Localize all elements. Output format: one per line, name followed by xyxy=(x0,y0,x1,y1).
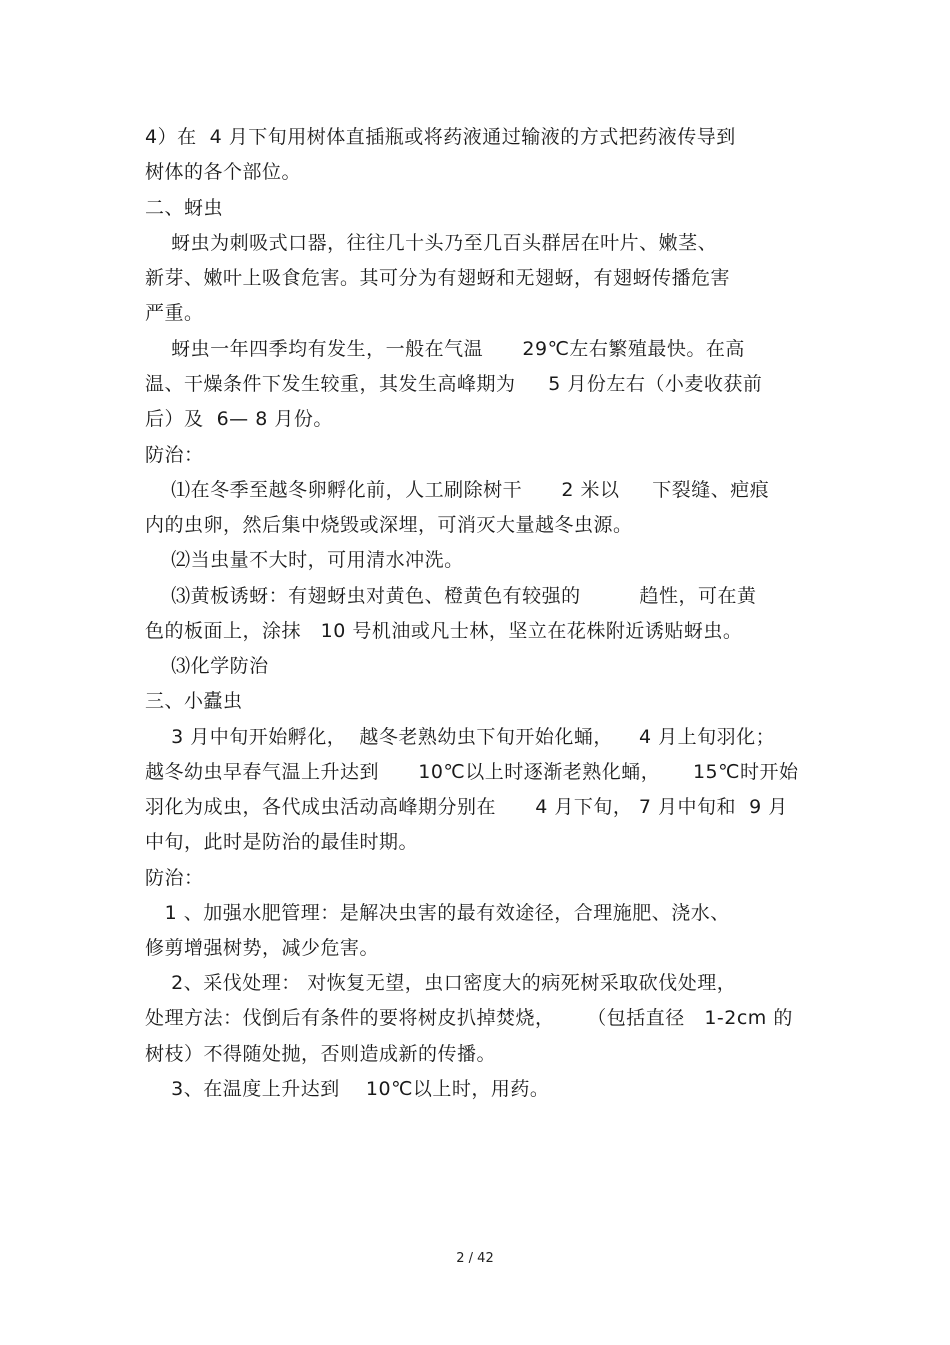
text-line: 中旬，此时是防治的最佳时期。 xyxy=(145,831,419,853)
text-line: ⑵当虫量不大时，可用清水冲洗。 xyxy=(145,549,464,571)
text-line: 蚜虫一年四季均有发生，一般在气温 29℃左右繁殖最快。在高 xyxy=(145,338,745,360)
page-number: 2 / 42 xyxy=(456,1251,494,1266)
text-line: ⑶化学防治 xyxy=(145,655,269,677)
section-heading: 三、小蠹虫 xyxy=(145,690,243,712)
text-line: 色的板面上，涂抹 10 号机油或凡士林，坚立在花株附近诱贴蚜虫。 xyxy=(145,620,743,642)
text-line: 修剪增强树势，减少危害。 xyxy=(145,937,380,959)
text-line: 新芽、嫩叶上吸食危害。其可分为有翅蚜和无翅蚜，有翅蚜传播危害 xyxy=(145,267,731,289)
text-line: 严重。 xyxy=(145,302,204,324)
text-line: 1 、加强水肥管理：是解决虫害的最有效途径，合理施肥、浇水、 xyxy=(145,902,730,924)
text-line: 温、干燥条件下发生较重，其发生高峰期为 5 月份左右（小麦收获前 xyxy=(145,373,763,395)
text-line: 蚜虫为刺吸式口器，往往几十头乃至几百头群居在叶片、嫩茎、 xyxy=(145,232,718,254)
text-line: 树体的各个部位。 xyxy=(145,161,302,183)
text-line: ⑶黄板诱蚜：有翅蚜虫对黄色、橙黄色有较强的 趋性，可在黄 xyxy=(145,585,757,607)
text-line: 后）及 6— 8 月份。 xyxy=(145,408,333,430)
text-line: ⑴在冬季至越冬卵孵化前，人工刷除树干 2 米以 下裂缝、疤痕 xyxy=(145,479,770,501)
text-line: 越冬幼虫早春气温上升达到 10℃以上时逐渐老熟化蛹， 15℃时开始 xyxy=(145,761,799,783)
text-line: 内的虫卵，然后集中烧毁或深埋，可消灭大量越冬虫源。 xyxy=(145,514,633,536)
text-line: 3、在温度上升达到 10℃以上时，用药。 xyxy=(145,1078,550,1100)
subheading: 防治： xyxy=(145,444,204,466)
text-line: 2、采伐处理： 对恢复无望，虫口密度大的病死树采取砍伐处理， xyxy=(145,972,737,994)
text-line: 树枝）不得随处抛，否则造成新的传播。 xyxy=(145,1043,497,1065)
text-line: 羽化为成虫，各代成虫活动高峰期分别在 4 月下旬， 7 月中旬和 9 月 xyxy=(145,796,788,818)
text-line: 4）在 4 月下旬用树体直插瓶或将药液通过输液的方式把药液传导到 xyxy=(145,126,736,148)
text-line: 3 月中旬开始孵化， 越冬老熟幼虫下旬开始化蛹， 4 月上旬羽化； xyxy=(145,726,776,748)
text-line: 处理方法：伐倒后有条件的要将树皮扒掉焚烧， （包括直径 1-2cm 的 xyxy=(145,1007,793,1029)
subheading: 防治： xyxy=(145,867,204,889)
section-heading: 二、蚜虫 xyxy=(145,197,224,219)
